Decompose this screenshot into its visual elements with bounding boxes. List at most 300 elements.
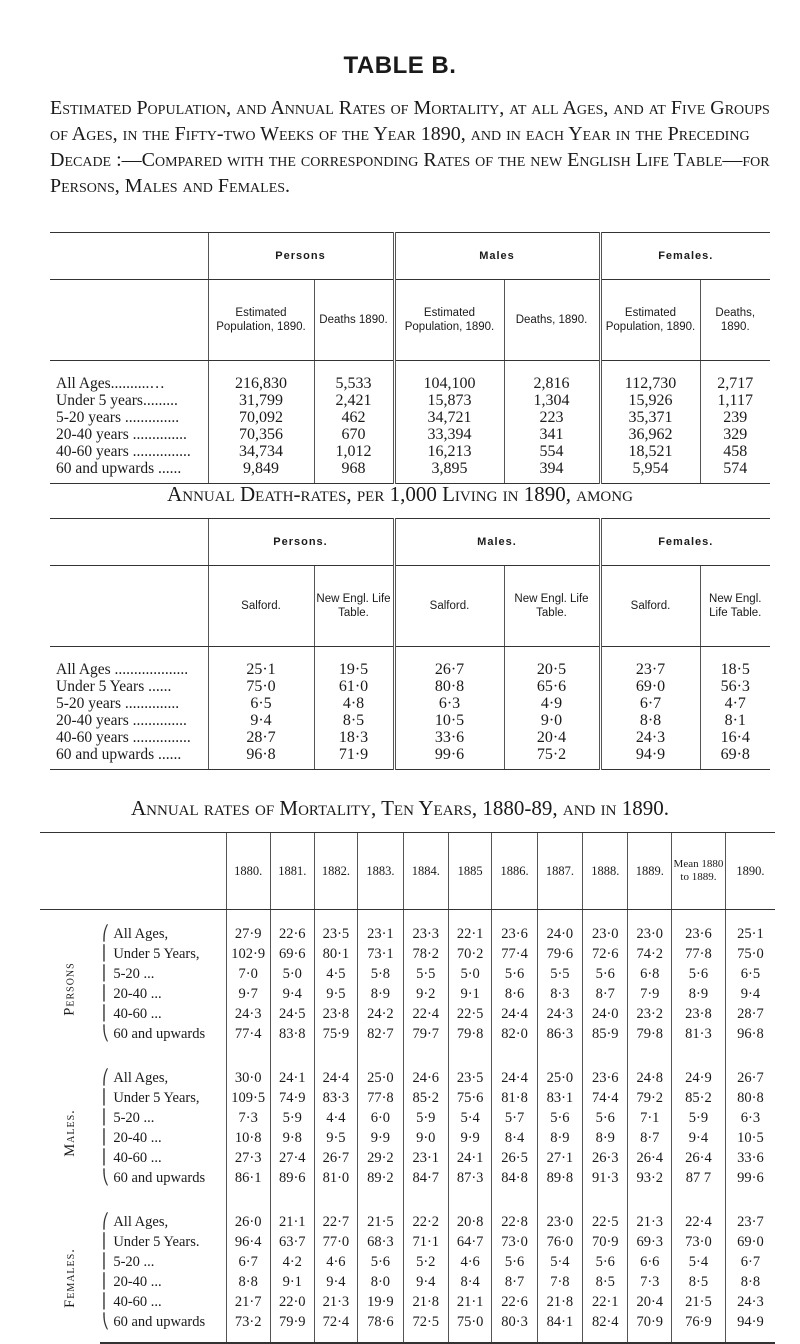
- column-header: Salford.: [600, 566, 700, 647]
- table-cell: 93·2: [628, 1168, 672, 1198]
- table-cell: 6·6: [628, 1252, 672, 1272]
- table-cell: 22·2: [403, 1198, 448, 1232]
- table-cell: 5·6: [672, 964, 726, 984]
- table-cell: 70·9: [583, 1232, 628, 1252]
- group-side-label: [40, 910, 100, 1055]
- table-row: [40, 1198, 775, 1232]
- table-cell: 22·5: [448, 1004, 491, 1024]
- table-cell: 2,421: [314, 392, 394, 409]
- table-row: [40, 1148, 775, 1168]
- table-cell: 1,117: [700, 392, 770, 409]
- table-cell: 24·4: [492, 1054, 537, 1088]
- table-cell: 84·8: [492, 1168, 537, 1198]
- table-row: [40, 1168, 775, 1198]
- year-column-header: Mean 1880 to 1889.: [672, 833, 726, 910]
- table-cell: 23·0: [537, 1198, 582, 1232]
- table-cell: 18·5: [700, 647, 770, 679]
- table-row: [50, 729, 770, 746]
- table-cell: 25·0: [358, 1054, 403, 1088]
- brace-mark: ⎜: [102, 1150, 110, 1166]
- column-header: Deaths, 1890.: [504, 280, 600, 361]
- table-cell: 26·3: [583, 1148, 628, 1168]
- table-cell: 36,962: [600, 426, 700, 443]
- table-cell: 24·4: [314, 1054, 358, 1088]
- table-cell: 78·2: [403, 944, 448, 964]
- row-label: Under 5 years.........: [56, 392, 178, 409]
- row-label: 20-40 years ..............: [56, 426, 187, 443]
- table-cell: 5·6: [537, 1108, 582, 1128]
- table-cell: 5·6: [358, 1252, 403, 1272]
- year-column-header: 1884.: [403, 833, 448, 910]
- table-cell: 9·0: [504, 712, 600, 729]
- table-cell: 2,717: [700, 361, 770, 393]
- table-cell: 69·3: [628, 1232, 672, 1252]
- table-cell: 23·6: [583, 1054, 628, 1088]
- table-cell: 89·6: [270, 1168, 314, 1198]
- table-cell: 31,799: [208, 392, 314, 409]
- table-heading: Estimated Population, and Annual Rates of Mortality, at all Ages, and at Five Groups of Ages, in the Fifty-two Weeks of the Year 1890, and in each Year in the Preceding Decade :—Compared with the corresponding Rates of the new English Life Table—for Persons, Males and Females.: [50, 97, 770, 197]
- year-column-header: 1881.: [270, 833, 314, 910]
- table-cell: 8·8: [226, 1272, 270, 1292]
- table-cell: 22·6: [270, 910, 314, 945]
- row-label: 60 and upwards: [109, 1312, 226, 1343]
- year-column-header: 1880.: [226, 833, 270, 910]
- table-cell: 7·8: [537, 1272, 582, 1292]
- group-header-males: Males: [394, 233, 600, 280]
- table-cell: 23·0: [628, 910, 672, 945]
- table-cell: 18·3: [314, 729, 394, 746]
- table-cell: 19·9: [358, 1292, 403, 1312]
- table-cell: 65·6: [504, 678, 600, 695]
- table-row: [40, 1088, 775, 1108]
- group-side-label: [40, 1198, 100, 1343]
- table-cell: 5·8: [358, 964, 403, 984]
- table-cell: 8·8: [600, 712, 700, 729]
- table-cell: 19·5: [314, 647, 394, 679]
- row-label: 5-20 ...: [113, 1254, 155, 1270]
- table-cell: 16,213: [394, 443, 504, 460]
- table-cell: 104,100: [394, 361, 504, 393]
- table-cell: 4·7: [700, 695, 770, 712]
- table-cell: 23·5: [448, 1054, 491, 1088]
- table-cell: 83·1: [537, 1088, 582, 1108]
- table-cell: 73·0: [492, 1232, 537, 1252]
- table-cell: 22·8: [492, 1198, 537, 1232]
- row-label: 5-20 ...: [113, 966, 155, 982]
- table-cell: 73·1: [358, 944, 403, 964]
- row-label: 60 and upwards ......: [50, 746, 208, 770]
- column-header: Salford.: [394, 566, 504, 647]
- table-cell: 77·8: [358, 1088, 403, 1108]
- table-cell: 82·0: [492, 1024, 537, 1054]
- group-header-persons: Persons: [208, 233, 394, 280]
- row-label: All Ages,: [113, 1214, 169, 1230]
- row-label: Under 5 Years.: [113, 1234, 200, 1250]
- table-cell: 2,816: [504, 361, 600, 393]
- table-cell: 24·9: [672, 1054, 726, 1088]
- table-cell: 74·9: [270, 1088, 314, 1108]
- row-label: 40-60 ...: [113, 1294, 162, 1310]
- table-cell: 71·1: [403, 1232, 448, 1252]
- table-cell: 6·7: [226, 1252, 270, 1272]
- table-cell: 4·8: [314, 695, 394, 712]
- table-cell: 22·5: [583, 1198, 628, 1232]
- table-cell: 33·6: [394, 729, 504, 746]
- table-cell: 574: [700, 460, 770, 484]
- table-cell: 24·3: [600, 729, 700, 746]
- table-row: [40, 1054, 775, 1088]
- table-row: [40, 1312, 775, 1343]
- table-cell: 20·4: [628, 1292, 672, 1312]
- table-cell: 80·3: [492, 1312, 537, 1343]
- table-cell: 23·8: [314, 1004, 358, 1024]
- table-cell: 24·6: [403, 1054, 448, 1088]
- table-cell: 84·1: [537, 1312, 582, 1343]
- table-cell: 8·7: [628, 1128, 672, 1148]
- table-cell: 26·5: [492, 1148, 537, 1168]
- table-cell: 79·6: [537, 944, 582, 964]
- table-cell: 85·2: [672, 1088, 726, 1108]
- table-cell: 75·9: [314, 1024, 358, 1054]
- table-cell: 72·6: [583, 944, 628, 964]
- table-cell: 9·8: [270, 1128, 314, 1148]
- table-cell: 223: [504, 409, 600, 426]
- death-rates-table: [50, 518, 770, 770]
- brace-mark: ⎛: [102, 926, 110, 942]
- table-row: [40, 1004, 775, 1024]
- column-header: Deaths 1890.: [314, 280, 394, 361]
- table-cell: 79·8: [448, 1024, 491, 1054]
- table-cell: 34,721: [394, 409, 504, 426]
- table-cell: 77·4: [492, 944, 537, 964]
- column-header: Estimated Population, 1890.: [394, 280, 504, 361]
- brace-mark: ⎜: [102, 1274, 110, 1290]
- ten-year-rates-heading: Annual rates of Mortality, Ten Years, 1880-89, and in 1890.: [131, 796, 669, 820]
- table-cell: 87 7: [672, 1168, 726, 1198]
- table-cell: 80·8: [394, 678, 504, 695]
- table-cell: 5·6: [583, 1252, 628, 1272]
- table-cell: 5·9: [672, 1108, 726, 1128]
- table-cell: 8·9: [672, 984, 726, 1004]
- table-cell: 24·1: [270, 1054, 314, 1088]
- row-label: 40-60 ...: [113, 1150, 162, 1166]
- table-cell: 89·8: [537, 1168, 582, 1198]
- table-cell: 10·8: [226, 1128, 270, 1148]
- table-cell: 64·7: [448, 1232, 491, 1252]
- table-cell: 27·1: [537, 1148, 582, 1168]
- table-cell: 22·0: [270, 1292, 314, 1312]
- group-name: Males.: [61, 1109, 78, 1157]
- table-cell: 9·4: [270, 984, 314, 1004]
- table-cell: 9·5: [314, 984, 358, 1004]
- table-row: [50, 443, 770, 460]
- table-cell: 20·5: [504, 647, 600, 679]
- table-cell: 9·4: [403, 1272, 448, 1292]
- table-cell: 25·1: [725, 910, 775, 945]
- column-header: New Engl. Life Table.: [700, 566, 770, 647]
- table-cell: 24·4: [492, 1004, 537, 1024]
- table-cell: 1,012: [314, 443, 394, 460]
- table-cell: 77·8: [672, 944, 726, 964]
- table-cell: 22·1: [583, 1292, 628, 1312]
- table-cell: 63·7: [270, 1232, 314, 1252]
- table-cell: 23·7: [725, 1198, 775, 1232]
- table-cell: 6·0: [358, 1108, 403, 1128]
- group-header-persons: Persons.: [208, 519, 394, 566]
- column-header: Estimated Population, 1890.: [600, 280, 700, 361]
- table-cell: 74·4: [583, 1088, 628, 1108]
- brace-mark: ⎜: [102, 1254, 110, 1270]
- table-cell: 85·9: [583, 1024, 628, 1054]
- table-cell: 25·0: [537, 1054, 582, 1088]
- table-cell: 76·9: [672, 1312, 726, 1343]
- table-cell: 70·9: [628, 1312, 672, 1343]
- brace-mark: ⎛: [102, 1070, 110, 1086]
- table-cell: 9·2: [403, 984, 448, 1004]
- table-cell: 35,371: [600, 409, 700, 426]
- table-row: [40, 1232, 775, 1252]
- table-cell: 9,849: [208, 460, 314, 484]
- table-cell: 9·9: [358, 1128, 403, 1148]
- table-row: [40, 910, 775, 945]
- table-cell: 80·1: [314, 944, 358, 964]
- column-header: New Engl. Life Table.: [314, 566, 394, 647]
- table-cell: 70·2: [448, 944, 491, 964]
- row-label: 5-20 years ..............: [56, 409, 180, 426]
- table-row: [50, 392, 770, 409]
- table-cell: 34,734: [208, 443, 314, 460]
- table-row: [50, 409, 770, 426]
- table-cell: 15,873: [394, 392, 504, 409]
- year-column-header: 1890.: [725, 833, 775, 910]
- row-label: Under 5 Years,: [113, 1090, 200, 1106]
- table-cell: 70,356: [208, 426, 314, 443]
- table-cell: 7·0: [226, 964, 270, 984]
- table-cell: 79·8: [628, 1024, 672, 1054]
- table-cell: 102·9: [226, 944, 270, 964]
- table-row: [40, 1128, 775, 1148]
- table-row: [50, 460, 770, 484]
- table-row: [50, 426, 770, 443]
- table-cell: 21·1: [448, 1292, 491, 1312]
- ten-year-mortality-table: [40, 832, 775, 1344]
- table-cell: 968: [314, 460, 394, 484]
- table-label: TABLE B.: [343, 52, 457, 79]
- row-label: All Ages ...................: [56, 661, 189, 678]
- table-cell: 72·5: [403, 1312, 448, 1343]
- table-cell: 8·4: [492, 1128, 537, 1148]
- table-cell: 10·5: [394, 712, 504, 729]
- table-cell: 8·5: [672, 1272, 726, 1292]
- table-cell: 462: [314, 409, 394, 426]
- table-cell: 15,926: [600, 392, 700, 409]
- brace-mark: ⎜: [102, 1234, 110, 1250]
- table-cell: 27·9: [226, 910, 270, 945]
- table-cell: 5,954: [600, 460, 700, 484]
- column-header: Deaths, 1890.: [700, 280, 770, 361]
- table-cell: 4·2: [270, 1252, 314, 1272]
- table-cell: 6·5: [725, 964, 775, 984]
- table-cell: 5·6: [492, 1252, 537, 1272]
- table-cell: 23·6: [672, 910, 726, 945]
- table-cell: 21·3: [314, 1292, 358, 1312]
- table-cell: 99·6: [725, 1168, 775, 1198]
- table-cell: 26·7: [394, 647, 504, 679]
- table-cell: 71·9: [314, 746, 394, 770]
- table-cell: 23·8: [672, 1004, 726, 1024]
- table-cell: 24·0: [583, 1004, 628, 1024]
- table-cell: 81·3: [672, 1024, 726, 1054]
- table-cell: 329: [700, 426, 770, 443]
- table-cell: 9·1: [270, 1272, 314, 1292]
- table-cell: 23·7: [600, 647, 700, 679]
- table-cell: 6·3: [725, 1108, 775, 1128]
- table-row: [40, 1272, 775, 1292]
- table-cell: 77·0: [314, 1232, 358, 1252]
- table-cell: 9·1: [448, 984, 491, 1004]
- table-row: [50, 712, 770, 729]
- table-cell: 5·2: [403, 1252, 448, 1272]
- year-column-header: 1885: [448, 833, 491, 910]
- brace-mark: ⎜: [102, 966, 110, 982]
- table-cell: 4·6: [448, 1252, 491, 1272]
- table-cell: 28·7: [208, 729, 314, 746]
- table-cell: 77·4: [226, 1024, 270, 1054]
- table-cell: 96·8: [725, 1024, 775, 1054]
- table-cell: 86·1: [226, 1168, 270, 1198]
- table-cell: 22·1: [448, 910, 491, 945]
- table-cell: 23·1: [358, 910, 403, 945]
- table-cell: 79·9: [270, 1312, 314, 1343]
- table-cell: 9·4: [314, 1272, 358, 1292]
- table-cell: 91·3: [583, 1168, 628, 1198]
- table-cell: 72·4: [314, 1312, 358, 1343]
- table-cell: 24·3: [537, 1004, 582, 1024]
- table-cell: 23·2: [628, 1004, 672, 1024]
- group-side-label: [40, 1054, 100, 1198]
- table-cell: 6·7: [725, 1252, 775, 1272]
- table-cell: 23·0: [583, 910, 628, 945]
- table-cell: 89·2: [358, 1168, 403, 1198]
- table-cell: 81·8: [492, 1088, 537, 1108]
- table-cell: 5·6: [583, 964, 628, 984]
- table-cell: 96·4: [226, 1232, 270, 1252]
- table-cell: 21·5: [358, 1198, 403, 1232]
- table-cell: 18,521: [600, 443, 700, 460]
- table-cell: 8·6: [492, 984, 537, 1004]
- table-cell: 16·4: [700, 729, 770, 746]
- table-cell: 8·5: [583, 1272, 628, 1292]
- table-cell: 28·7: [725, 1004, 775, 1024]
- row-label: 40-60 years ...............: [56, 443, 191, 460]
- table-cell: 22·4: [403, 1004, 448, 1024]
- table-cell: 22·6: [492, 1292, 537, 1312]
- table-cell: 554: [504, 443, 600, 460]
- table-cell: 7·1: [628, 1108, 672, 1128]
- row-label: 60 and upwards ......: [50, 460, 208, 484]
- table-cell: 6·3: [394, 695, 504, 712]
- table-row: [50, 678, 770, 695]
- table-cell: 8·9: [358, 984, 403, 1004]
- table-cell: 73·2: [226, 1312, 270, 1343]
- table-cell: 75·0: [725, 944, 775, 964]
- group-header-males: Males.: [394, 519, 600, 566]
- table-cell: 24·0: [537, 910, 582, 945]
- row-label: 40-60 ...: [113, 1006, 162, 1022]
- table-cell: 3,895: [394, 460, 504, 484]
- table-cell: 83·8: [270, 1024, 314, 1054]
- table-cell: 26·7: [314, 1148, 358, 1168]
- table-cell: 75·0: [448, 1312, 491, 1343]
- year-column-header: 1882.: [314, 833, 358, 910]
- row-label: 20-40 years ..............: [56, 712, 187, 729]
- table-cell: 4·9: [504, 695, 600, 712]
- table-cell: 5·9: [270, 1108, 314, 1128]
- table-cell: 458: [700, 443, 770, 460]
- table-cell: 8·7: [583, 984, 628, 1004]
- year-column-header: 1883.: [358, 833, 403, 910]
- table-cell: 5·9: [403, 1108, 448, 1128]
- table-cell: 26·0: [226, 1198, 270, 1232]
- table-cell: 83·3: [314, 1088, 358, 1108]
- table-cell: 8·9: [537, 1128, 582, 1148]
- table-cell: 87·3: [448, 1168, 491, 1198]
- table-cell: 8·7: [492, 1272, 537, 1292]
- population-deaths-table: [50, 232, 770, 484]
- table-cell: 29·2: [358, 1148, 403, 1168]
- table-cell: 30·0: [226, 1054, 270, 1088]
- table-cell: 10·5: [725, 1128, 775, 1148]
- brace-mark: ⎝: [100, 1312, 110, 1343]
- table-cell: 5·7: [492, 1108, 537, 1128]
- table-cell: 24·2: [358, 1004, 403, 1024]
- table-cell: 80·8: [725, 1088, 775, 1108]
- table-cell: 70,092: [208, 409, 314, 426]
- table-cell: 6·7: [600, 695, 700, 712]
- table-cell: 24·3: [725, 1292, 775, 1312]
- table-cell: 21·1: [270, 1198, 314, 1232]
- table-cell: 670: [314, 426, 394, 443]
- table-cell: 5·4: [672, 1252, 726, 1272]
- table-cell: 1,304: [504, 392, 600, 409]
- table-cell: 20·8: [448, 1198, 491, 1232]
- row-label: Under 5 Years,: [113, 946, 200, 962]
- table-cell: 8·3: [537, 984, 582, 1004]
- table-cell: 85·2: [403, 1088, 448, 1108]
- table-row: [50, 746, 770, 770]
- table-cell: 4·6: [314, 1252, 358, 1272]
- row-label: 20-40 ...: [113, 1130, 162, 1146]
- table-cell: 9·4: [725, 984, 775, 1004]
- table-cell: 112,730: [600, 361, 700, 393]
- brace-mark: ⎜: [102, 1090, 110, 1106]
- table-cell: 82·7: [358, 1024, 403, 1054]
- table-cell: 73·0: [672, 1232, 726, 1252]
- table-cell: 5,533: [314, 361, 394, 393]
- brace-mark: ⎜: [102, 1006, 110, 1022]
- table-cell: 86·3: [537, 1024, 582, 1054]
- table-cell: 20·4: [504, 729, 600, 746]
- table-cell: 99·6: [394, 746, 504, 770]
- row-label: 5-20 years ..............: [56, 695, 180, 712]
- table-cell: 8·1: [700, 712, 770, 729]
- table-cell: 82·4: [583, 1312, 628, 1343]
- table-cell: 33,394: [394, 426, 504, 443]
- brace-mark: ⎛: [102, 1214, 110, 1230]
- table-cell: 94·9: [600, 746, 700, 770]
- table-cell: 69·6: [270, 944, 314, 964]
- table-cell: 61·0: [314, 678, 394, 695]
